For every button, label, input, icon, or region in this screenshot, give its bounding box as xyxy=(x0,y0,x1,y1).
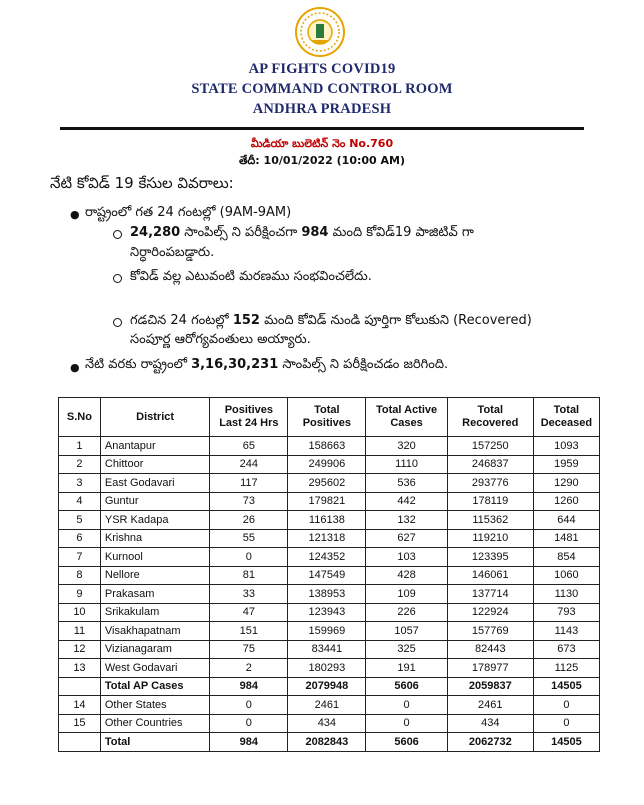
value-cell: 124352 xyxy=(288,548,366,567)
value-cell: 2 xyxy=(210,659,288,678)
value-cell: 151 xyxy=(210,622,288,641)
circle-bullet-icon xyxy=(113,230,122,239)
value-cell: 295602 xyxy=(288,474,366,493)
value-cell: 13 xyxy=(59,659,101,678)
point-1: రాష్ట్రంలో గత 24 గంటల్లో (9AM-9AM) xyxy=(85,205,292,220)
table-row xyxy=(59,640,600,659)
value-cell: 178977 xyxy=(447,659,533,678)
table-row xyxy=(59,548,600,567)
value-cell: 178119 xyxy=(447,492,533,511)
table-row xyxy=(59,677,600,696)
value-cell: 2461 xyxy=(288,696,366,715)
table-row xyxy=(59,696,600,715)
value-cell: 33 xyxy=(210,585,288,604)
bullet-icon: ● xyxy=(70,208,80,221)
district-cell: Srikakulam xyxy=(100,603,209,622)
point-2: నేటి వరకు రాష్ట్రంలో 3,16,30,231 సాంపిల్స్ ని పరీక్షించడం జరిగింది. xyxy=(85,357,449,372)
bulletin-date: తేదీ: 10/01/2022 (10:00 AM) xyxy=(238,154,405,167)
district-cell: YSR Kadapa xyxy=(100,511,209,530)
value-cell: 1060 xyxy=(533,566,599,585)
header-divider xyxy=(60,127,584,130)
col-header: S.No xyxy=(59,398,101,437)
value-cell: 123943 xyxy=(288,603,366,622)
value-cell: 244 xyxy=(210,455,288,474)
district-cell: Total AP Cases xyxy=(100,677,209,696)
point-1c: గడచిన 24 గంటల్లో 152 మంది కోవిడ్ నుండి పూర్తిగా కోలుకుని (Recovered) xyxy=(130,313,532,328)
table-row xyxy=(59,492,600,511)
district-cases-table xyxy=(58,397,600,752)
positive-count: 984 xyxy=(301,225,329,240)
value-cell xyxy=(59,733,101,752)
value-cell: 15 xyxy=(59,714,101,733)
table-row xyxy=(59,474,600,493)
value-cell: 8 xyxy=(59,566,101,585)
value-cell: 1057 xyxy=(366,622,447,641)
district-cell: Other Countries xyxy=(100,714,209,733)
value-cell: 73 xyxy=(210,492,288,511)
value-cell: 325 xyxy=(366,640,447,659)
recovered-count: 152 xyxy=(232,313,260,328)
value-cell: 2 xyxy=(59,455,101,474)
value-cell: 147549 xyxy=(288,566,366,585)
value-cell: 11 xyxy=(59,622,101,641)
value-cell: 434 xyxy=(288,714,366,733)
point-1a-cont: నిర్ధారింపబడ్డారు. xyxy=(130,245,215,260)
value-cell: 157250 xyxy=(447,437,533,456)
table-row xyxy=(59,585,600,604)
district-cell: Kurnool xyxy=(100,548,209,567)
value-cell: 0 xyxy=(366,714,447,733)
value-cell: 26 xyxy=(210,511,288,530)
value-cell: 12 xyxy=(59,640,101,659)
table-row xyxy=(59,566,600,585)
value-cell: 138953 xyxy=(288,585,366,604)
value-cell: 0 xyxy=(210,548,288,567)
value-cell: 1481 xyxy=(533,529,599,548)
value-cell: 434 xyxy=(447,714,533,733)
value-cell: 14505 xyxy=(533,677,599,696)
value-cell: 249906 xyxy=(288,455,366,474)
value-cell: 117 xyxy=(210,474,288,493)
value-cell: 854 xyxy=(533,548,599,567)
district-cell: Total xyxy=(100,733,209,752)
value-cell: 984 xyxy=(210,733,288,752)
value-cell: 146061 xyxy=(447,566,533,585)
value-cell: 4 xyxy=(59,492,101,511)
value-cell: 75 xyxy=(210,640,288,659)
table-row xyxy=(59,659,600,678)
value-cell: 159969 xyxy=(288,622,366,641)
value-cell: 793 xyxy=(533,603,599,622)
value-cell: 10 xyxy=(59,603,101,622)
value-cell: 536 xyxy=(366,474,447,493)
value-cell: 179821 xyxy=(288,492,366,511)
point-1a: 24,280 సాంపిల్స్ ని పరీక్షించగా 984 మంది కోవిడ్19 పాజిటివ్ గా xyxy=(130,225,474,240)
value-cell: 246837 xyxy=(447,455,533,474)
value-cell: 14505 xyxy=(533,733,599,752)
value-cell: 0 xyxy=(210,696,288,715)
value-cell: 644 xyxy=(533,511,599,530)
header-state: ANDHRA PRADESH xyxy=(252,101,392,117)
value-cell: 81 xyxy=(210,566,288,585)
header-title: AP FIGHTS COVID19 xyxy=(248,61,396,77)
district-cell: Guntur xyxy=(100,492,209,511)
value-cell: 2082843 xyxy=(288,733,366,752)
value-cell: 1125 xyxy=(533,659,599,678)
district-cell: Visakhapatnam xyxy=(100,622,209,641)
district-cell: Chittoor xyxy=(100,455,209,474)
value-cell: 121318 xyxy=(288,529,366,548)
value-cell xyxy=(59,677,101,696)
value-cell: 2059837 xyxy=(447,677,533,696)
table-row xyxy=(59,714,600,733)
value-cell: 1959 xyxy=(533,455,599,474)
value-cell: 5606 xyxy=(366,677,447,696)
value-cell: 123395 xyxy=(447,548,533,567)
value-cell: 984 xyxy=(210,677,288,696)
district-cell: Prakasam xyxy=(100,585,209,604)
district-cell: Krishna xyxy=(100,529,209,548)
col-header: District xyxy=(100,398,209,437)
value-cell: 1130 xyxy=(533,585,599,604)
value-cell: 428 xyxy=(366,566,447,585)
bullet-icon: ● xyxy=(70,361,80,374)
value-cell: 2062732 xyxy=(447,733,533,752)
value-cell: 115362 xyxy=(447,511,533,530)
value-cell: 1143 xyxy=(533,622,599,641)
circle-bullet-icon xyxy=(113,274,122,283)
value-cell: 158663 xyxy=(288,437,366,456)
value-cell: 47 xyxy=(210,603,288,622)
district-cell: East Godavari xyxy=(100,474,209,493)
col-header: Total Positives xyxy=(288,398,366,437)
value-cell: 9 xyxy=(59,585,101,604)
value-cell: 122924 xyxy=(447,603,533,622)
value-cell: 191 xyxy=(366,659,447,678)
table-row xyxy=(59,511,600,530)
value-cell: 293776 xyxy=(447,474,533,493)
district-cell: Vizianagaram xyxy=(100,640,209,659)
value-cell: 5606 xyxy=(366,733,447,752)
table-header-row xyxy=(59,398,600,437)
value-cell: 0 xyxy=(210,714,288,733)
section-title: నేటి కోవిడ్ 19 కేసుల వివరాలు: xyxy=(50,174,234,192)
value-cell: 0 xyxy=(533,714,599,733)
value-cell: 109 xyxy=(366,585,447,604)
district-cell: Other States xyxy=(100,696,209,715)
header-subtitle: STATE COMMAND CONTROL ROOM xyxy=(191,81,453,97)
value-cell: 5 xyxy=(59,511,101,530)
circle-bullet-icon xyxy=(113,318,122,327)
value-cell: 0 xyxy=(366,696,447,715)
table-row xyxy=(59,529,600,548)
value-cell: 7 xyxy=(59,548,101,567)
value-cell: 6 xyxy=(59,529,101,548)
value-cell: 1110 xyxy=(366,455,447,474)
point-1b: కోవిడ్ వల్ల ఎటువంటి మరణము సంభవించలేదు. xyxy=(130,269,372,284)
col-header: Total Deceased xyxy=(533,398,599,437)
value-cell: 119210 xyxy=(447,529,533,548)
value-cell: 82443 xyxy=(447,640,533,659)
andhra-pradesh-emblem-icon xyxy=(294,6,346,58)
value-cell: 55 xyxy=(210,529,288,548)
table-row xyxy=(59,622,600,641)
value-cell: 137714 xyxy=(447,585,533,604)
value-cell: 157769 xyxy=(447,622,533,641)
value-cell: 132 xyxy=(366,511,447,530)
value-cell: 180293 xyxy=(288,659,366,678)
district-cell: West Godavari xyxy=(100,659,209,678)
value-cell: 627 xyxy=(366,529,447,548)
col-header: Total Active Cases xyxy=(366,398,447,437)
tests-count: 24,280 xyxy=(130,225,181,240)
col-header: Total Recovered xyxy=(447,398,533,437)
point-1c-cont: సంపూర్ణ ఆరోగ్యవంతులు అయ్యారు. xyxy=(130,332,311,347)
table-row xyxy=(59,733,600,752)
value-cell: 2079948 xyxy=(288,677,366,696)
value-cell: 83441 xyxy=(288,640,366,659)
value-cell: 1093 xyxy=(533,437,599,456)
value-cell: 226 xyxy=(366,603,447,622)
bulletin-number: మీడియా బులెటిన్ నెం No.760 xyxy=(250,137,394,150)
value-cell: 3 xyxy=(59,474,101,493)
value-cell: 65 xyxy=(210,437,288,456)
value-cell: 116138 xyxy=(288,511,366,530)
value-cell: 2461 xyxy=(447,696,533,715)
table-row xyxy=(59,603,600,622)
value-cell: 103 xyxy=(366,548,447,567)
value-cell: 0 xyxy=(533,696,599,715)
value-cell: 14 xyxy=(59,696,101,715)
table-row xyxy=(59,437,600,456)
col-header: Positives Last 24 Hrs xyxy=(210,398,288,437)
value-cell: 1 xyxy=(59,437,101,456)
table-row xyxy=(59,455,600,474)
total-samples: 3,16,30,231 xyxy=(191,357,279,372)
value-cell: 442 xyxy=(366,492,447,511)
value-cell: 1290 xyxy=(533,474,599,493)
district-cell: Anantapur xyxy=(100,437,209,456)
value-cell: 673 xyxy=(533,640,599,659)
value-cell: 1260 xyxy=(533,492,599,511)
district-cell: Nellore xyxy=(100,566,209,585)
value-cell: 320 xyxy=(366,437,447,456)
